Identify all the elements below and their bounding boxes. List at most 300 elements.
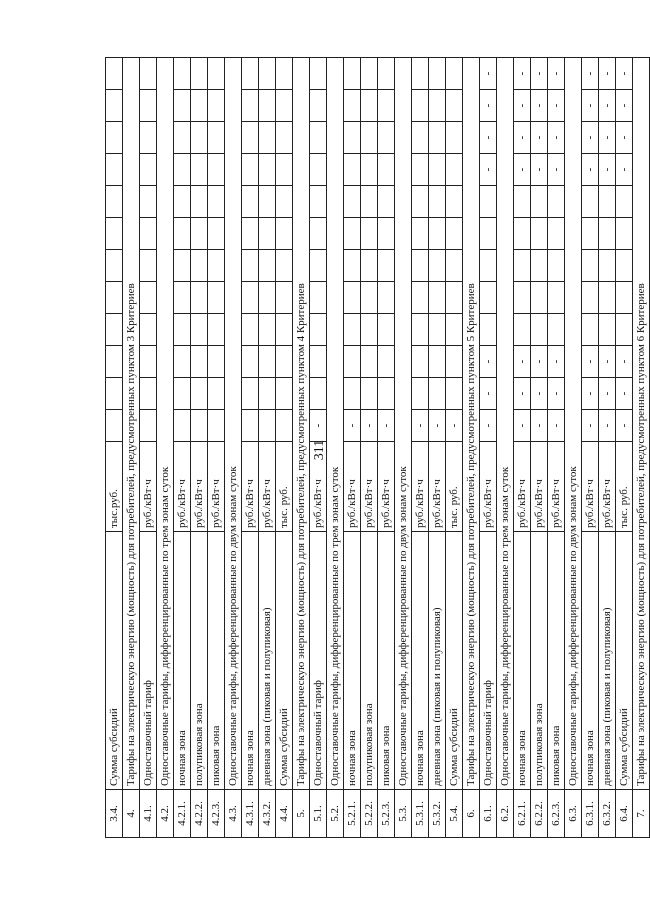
row-unit: тыс. руб. <box>276 442 293 532</box>
row-name: полупиковая зона <box>191 532 208 790</box>
value-cell <box>310 218 327 250</box>
table-row <box>123 58 140 838</box>
value-cell: - <box>616 378 633 410</box>
value-cell: - <box>480 410 497 442</box>
row-number: 5.2.3. <box>378 790 395 838</box>
value-cell: - <box>599 154 616 186</box>
value-cell <box>548 186 565 218</box>
value-cell <box>242 314 259 346</box>
value-cell <box>514 250 531 282</box>
value-cell <box>429 346 446 378</box>
row-number: 4.3. <box>225 790 242 838</box>
table-row <box>344 58 361 838</box>
row-unit: руб./кВт·ч <box>531 442 548 532</box>
value-cell: - <box>514 58 531 90</box>
value-cell: - <box>582 410 599 442</box>
value-cell <box>361 282 378 314</box>
row-name: пиковая зона <box>548 532 565 790</box>
row-unit: руб./кВт·ч <box>599 442 616 532</box>
value-cell <box>446 58 463 90</box>
row-number: 5.3. <box>395 790 412 838</box>
value-cell <box>582 186 599 218</box>
value-cell <box>378 378 395 410</box>
table-row <box>259 58 276 838</box>
table-row <box>242 58 259 838</box>
table-row <box>548 58 565 838</box>
value-cell: - <box>531 154 548 186</box>
row-number: 5.3.1. <box>412 790 429 838</box>
value-cell <box>242 154 259 186</box>
value-cell <box>446 122 463 154</box>
value-cell <box>616 186 633 218</box>
value-cell <box>106 186 123 218</box>
table-row <box>582 58 599 838</box>
table-row <box>208 58 225 838</box>
value-cell <box>140 282 157 314</box>
row-name: Сумма субсидий <box>446 532 463 790</box>
value-cell <box>582 282 599 314</box>
section-heading: Одноставочные тарифы, дифференцированные по трем зонам суток <box>497 58 514 790</box>
value-cell <box>412 378 429 410</box>
value-cell <box>208 58 225 90</box>
value-cell <box>429 218 446 250</box>
value-cell <box>259 186 276 218</box>
value-cell: - <box>531 90 548 122</box>
value-cell <box>208 90 225 122</box>
row-unit: тыс. руб. <box>616 442 633 532</box>
value-cell <box>446 186 463 218</box>
value-cell: - <box>548 378 565 410</box>
value-cell <box>276 378 293 410</box>
row-number: 5.2.1. <box>344 790 361 838</box>
value-cell <box>412 346 429 378</box>
row-unit: руб./кВт·ч <box>429 442 446 532</box>
table-row <box>157 58 174 838</box>
value-cell: - <box>310 410 327 442</box>
page-number: 311 <box>312 439 327 461</box>
value-cell <box>259 346 276 378</box>
value-cell <box>412 58 429 90</box>
value-cell <box>191 314 208 346</box>
value-cell <box>480 314 497 346</box>
table-row <box>395 58 412 838</box>
row-unit: руб./кВт·ч <box>582 442 599 532</box>
value-cell <box>599 218 616 250</box>
value-cell <box>446 154 463 186</box>
value-cell <box>174 90 191 122</box>
row-number: 4.2.1. <box>174 790 191 838</box>
value-cell <box>191 154 208 186</box>
value-cell: - <box>548 410 565 442</box>
value-cell <box>310 58 327 90</box>
table-row <box>225 58 242 838</box>
row-unit: руб./кВт·ч <box>259 442 276 532</box>
row-unit: руб./кВт·ч <box>310 442 327 532</box>
value-cell <box>378 346 395 378</box>
value-cell <box>429 314 446 346</box>
value-cell: - <box>582 378 599 410</box>
row-number: 4.3.1. <box>242 790 259 838</box>
value-cell <box>582 250 599 282</box>
row-unit: руб./кВт·ч <box>548 442 565 532</box>
value-cell <box>310 346 327 378</box>
value-cell: - <box>582 346 599 378</box>
row-name: ночная зона <box>174 532 191 790</box>
value-cell: - <box>514 122 531 154</box>
value-cell <box>208 378 225 410</box>
table-row <box>531 58 548 838</box>
tariff-table <box>105 57 650 838</box>
value-cell <box>242 58 259 90</box>
value-cell <box>259 58 276 90</box>
row-name: ночная зона <box>412 532 429 790</box>
row-name: ночная зона <box>344 532 361 790</box>
value-cell <box>582 314 599 346</box>
section-heading: Тарифы на электрическую энергию (мощность) для потребителей, предусмотренных пунктом 3 Критериев <box>123 58 140 790</box>
value-cell <box>140 314 157 346</box>
value-cell <box>242 282 259 314</box>
row-name: пиковая зона <box>378 532 395 790</box>
value-cell <box>140 154 157 186</box>
value-cell <box>310 90 327 122</box>
value-cell <box>242 378 259 410</box>
value-cell <box>310 314 327 346</box>
row-number: 6.2.1. <box>514 790 531 838</box>
value-cell <box>429 58 446 90</box>
value-cell <box>344 378 361 410</box>
value-cell <box>191 282 208 314</box>
value-cell: - <box>531 346 548 378</box>
value-cell <box>412 122 429 154</box>
row-number: 4.3.2. <box>259 790 276 838</box>
row-number: 4.1. <box>140 790 157 838</box>
row-name: Сумма субсидий <box>616 532 633 790</box>
row-unit: руб./кВт·ч <box>140 442 157 532</box>
section-heading: Тарифы на электрическую энергию (мощность) для потребителей, предусмотренных пунктом 4 Критериев <box>293 58 310 790</box>
value-cell <box>429 90 446 122</box>
value-cell <box>446 218 463 250</box>
value-cell <box>531 186 548 218</box>
table-row <box>293 58 310 838</box>
value-cell <box>191 346 208 378</box>
value-cell <box>531 282 548 314</box>
value-cell <box>582 218 599 250</box>
row-number: 6. <box>463 790 480 838</box>
section-heading: Одноставочные тарифы, дифференцированные по двум зонам суток <box>225 58 242 790</box>
value-cell: - <box>548 122 565 154</box>
value-cell <box>429 186 446 218</box>
value-cell <box>140 186 157 218</box>
value-cell <box>106 410 123 442</box>
value-cell <box>480 218 497 250</box>
section-heading: Одноставочные тарифы, дифференцированные по двум зонам суток <box>395 58 412 790</box>
table-row <box>565 58 582 838</box>
value-cell: - <box>531 122 548 154</box>
value-cell <box>242 250 259 282</box>
value-cell: - <box>548 346 565 378</box>
value-cell <box>276 122 293 154</box>
value-cell <box>531 250 548 282</box>
value-cell <box>106 378 123 410</box>
value-cell <box>276 218 293 250</box>
value-cell: - <box>548 154 565 186</box>
row-unit: тыс. руб. <box>446 442 463 532</box>
value-cell <box>378 250 395 282</box>
table-row <box>276 58 293 838</box>
row-unit: руб./кВт·ч <box>361 442 378 532</box>
value-cell <box>208 314 225 346</box>
row-unit: руб./кВт·ч <box>378 442 395 532</box>
value-cell: - <box>548 58 565 90</box>
value-cell <box>378 186 395 218</box>
value-cell <box>599 314 616 346</box>
value-cell <box>616 250 633 282</box>
row-unit: руб./кВт·ч <box>191 442 208 532</box>
value-cell <box>106 154 123 186</box>
table-row <box>361 58 378 838</box>
section-heading: Одноставочные тарифы, дифференцированные по трем зонам суток <box>157 58 174 790</box>
value-cell <box>429 122 446 154</box>
value-cell <box>429 250 446 282</box>
value-cell <box>276 282 293 314</box>
table-body <box>106 58 650 838</box>
value-cell <box>276 186 293 218</box>
row-number: 3.4. <box>106 790 123 838</box>
table-row <box>174 58 191 838</box>
value-cell <box>548 314 565 346</box>
value-cell: - <box>599 58 616 90</box>
value-cell <box>361 154 378 186</box>
section-heading: Тарифы на электрическую энергию (мощность) для потребителей, предусмотренных пунктом 5 Критериев <box>463 58 480 790</box>
table-row <box>514 58 531 838</box>
value-cell <box>599 282 616 314</box>
value-cell <box>378 90 395 122</box>
value-cell: - <box>616 90 633 122</box>
value-cell <box>276 250 293 282</box>
value-cell <box>242 122 259 154</box>
value-cell: - <box>361 410 378 442</box>
row-number: 5.2. <box>327 790 344 838</box>
value-cell <box>412 154 429 186</box>
value-cell <box>174 410 191 442</box>
row-number: 6.2. <box>497 790 514 838</box>
value-cell <box>599 250 616 282</box>
value-cell <box>191 122 208 154</box>
value-cell <box>191 250 208 282</box>
row-name: ночная зона <box>514 532 531 790</box>
value-cell <box>514 282 531 314</box>
value-cell: - <box>514 410 531 442</box>
row-name: ночная зона <box>582 532 599 790</box>
row-name: полупиковая зона <box>361 532 378 790</box>
section-heading: Одноставочные тарифы, дифференцированные по двум зонам суток <box>565 58 582 790</box>
value-cell <box>174 346 191 378</box>
row-number: 6.4. <box>616 790 633 838</box>
value-cell <box>361 122 378 154</box>
value-cell <box>259 122 276 154</box>
value-cell: - <box>531 58 548 90</box>
value-cell <box>191 218 208 250</box>
table-row <box>327 58 344 838</box>
value-cell <box>361 314 378 346</box>
value-cell <box>174 250 191 282</box>
value-cell <box>344 250 361 282</box>
row-number: 6.3. <box>565 790 582 838</box>
value-cell <box>242 186 259 218</box>
row-name: Сумма субсидий <box>106 532 123 790</box>
value-cell <box>548 282 565 314</box>
value-cell <box>259 154 276 186</box>
value-cell <box>412 90 429 122</box>
table-row <box>463 58 480 838</box>
value-cell: - <box>480 378 497 410</box>
row-number: 6.3.1. <box>582 790 599 838</box>
value-cell: - <box>582 58 599 90</box>
value-cell <box>259 90 276 122</box>
value-cell <box>106 218 123 250</box>
value-cell: - <box>514 154 531 186</box>
value-cell <box>276 154 293 186</box>
value-cell <box>344 58 361 90</box>
value-cell <box>310 122 327 154</box>
value-cell <box>276 410 293 442</box>
table-row <box>429 58 446 838</box>
value-cell: - <box>378 410 395 442</box>
table-row <box>191 58 208 838</box>
row-number: 7. <box>633 790 650 838</box>
value-cell <box>344 90 361 122</box>
table-row <box>140 58 157 838</box>
table-row <box>446 58 463 838</box>
value-cell <box>140 346 157 378</box>
value-cell: - <box>548 90 565 122</box>
value-cell <box>429 154 446 186</box>
value-cell <box>412 250 429 282</box>
value-cell: - <box>480 346 497 378</box>
value-cell <box>276 58 293 90</box>
value-cell: - <box>514 378 531 410</box>
value-cell <box>106 314 123 346</box>
value-cell <box>429 282 446 314</box>
value-cell <box>191 186 208 218</box>
value-cell <box>344 218 361 250</box>
value-cell: - <box>446 410 463 442</box>
value-cell <box>208 154 225 186</box>
value-cell: - <box>480 90 497 122</box>
row-name: дневная зона (пиковая и полупиковая) <box>259 532 276 790</box>
value-cell <box>174 378 191 410</box>
value-cell <box>174 282 191 314</box>
value-cell <box>361 250 378 282</box>
value-cell <box>208 346 225 378</box>
value-cell <box>174 154 191 186</box>
value-cell <box>106 250 123 282</box>
row-number: 6.2.3. <box>548 790 565 838</box>
row-name: пиковая зона <box>208 532 225 790</box>
value-cell: - <box>582 122 599 154</box>
row-unit: руб./кВт·ч <box>208 442 225 532</box>
row-number: 5. <box>293 790 310 838</box>
value-cell <box>242 346 259 378</box>
value-cell <box>208 282 225 314</box>
row-number: 5.1. <box>310 790 327 838</box>
value-cell <box>361 378 378 410</box>
table-row <box>497 58 514 838</box>
value-cell <box>344 282 361 314</box>
value-cell: - <box>480 122 497 154</box>
row-number: 6.1. <box>480 790 497 838</box>
row-number: 6.3.2. <box>599 790 616 838</box>
value-cell <box>446 282 463 314</box>
value-cell <box>344 154 361 186</box>
value-cell <box>174 314 191 346</box>
value-cell <box>106 90 123 122</box>
value-cell <box>208 122 225 154</box>
table-row <box>412 58 429 838</box>
value-cell <box>259 282 276 314</box>
value-cell <box>446 314 463 346</box>
value-cell: - <box>531 410 548 442</box>
value-cell <box>378 314 395 346</box>
value-cell <box>191 58 208 90</box>
value-cell <box>480 186 497 218</box>
value-cell <box>106 122 123 154</box>
table-row <box>633 58 650 838</box>
value-cell: - <box>582 90 599 122</box>
value-cell <box>276 314 293 346</box>
row-unit: руб./кВт·ч <box>480 442 497 532</box>
value-cell <box>599 186 616 218</box>
table-row <box>616 58 633 838</box>
value-cell <box>344 186 361 218</box>
value-cell <box>616 314 633 346</box>
value-cell <box>548 250 565 282</box>
row-number: 5.2.2. <box>361 790 378 838</box>
row-number: 4.4. <box>276 790 293 838</box>
value-cell: - <box>429 410 446 442</box>
value-cell: - <box>514 90 531 122</box>
value-cell <box>276 346 293 378</box>
value-cell <box>259 314 276 346</box>
value-cell <box>259 218 276 250</box>
section-heading: Одноставочные тарифы, дифференцированные по трем зонам суток <box>327 58 344 790</box>
value-cell <box>548 218 565 250</box>
row-name: Одноставочный тариф <box>140 532 157 790</box>
row-number: 4.2. <box>157 790 174 838</box>
value-cell <box>140 90 157 122</box>
value-cell <box>310 186 327 218</box>
value-cell <box>378 154 395 186</box>
value-cell <box>361 186 378 218</box>
value-cell <box>514 314 531 346</box>
row-unit: руб./кВт·ч <box>344 442 361 532</box>
value-cell: - <box>616 346 633 378</box>
value-cell <box>259 250 276 282</box>
value-cell <box>242 90 259 122</box>
value-cell <box>140 122 157 154</box>
value-cell <box>361 346 378 378</box>
value-cell <box>310 378 327 410</box>
value-cell: - <box>616 122 633 154</box>
value-cell <box>616 218 633 250</box>
value-cell <box>310 282 327 314</box>
row-number: 4.2.2. <box>191 790 208 838</box>
value-cell: - <box>616 58 633 90</box>
value-cell <box>446 250 463 282</box>
row-name: дневная зона (пиковая и полупиковая) <box>429 532 446 790</box>
value-cell <box>344 314 361 346</box>
value-cell <box>429 378 446 410</box>
